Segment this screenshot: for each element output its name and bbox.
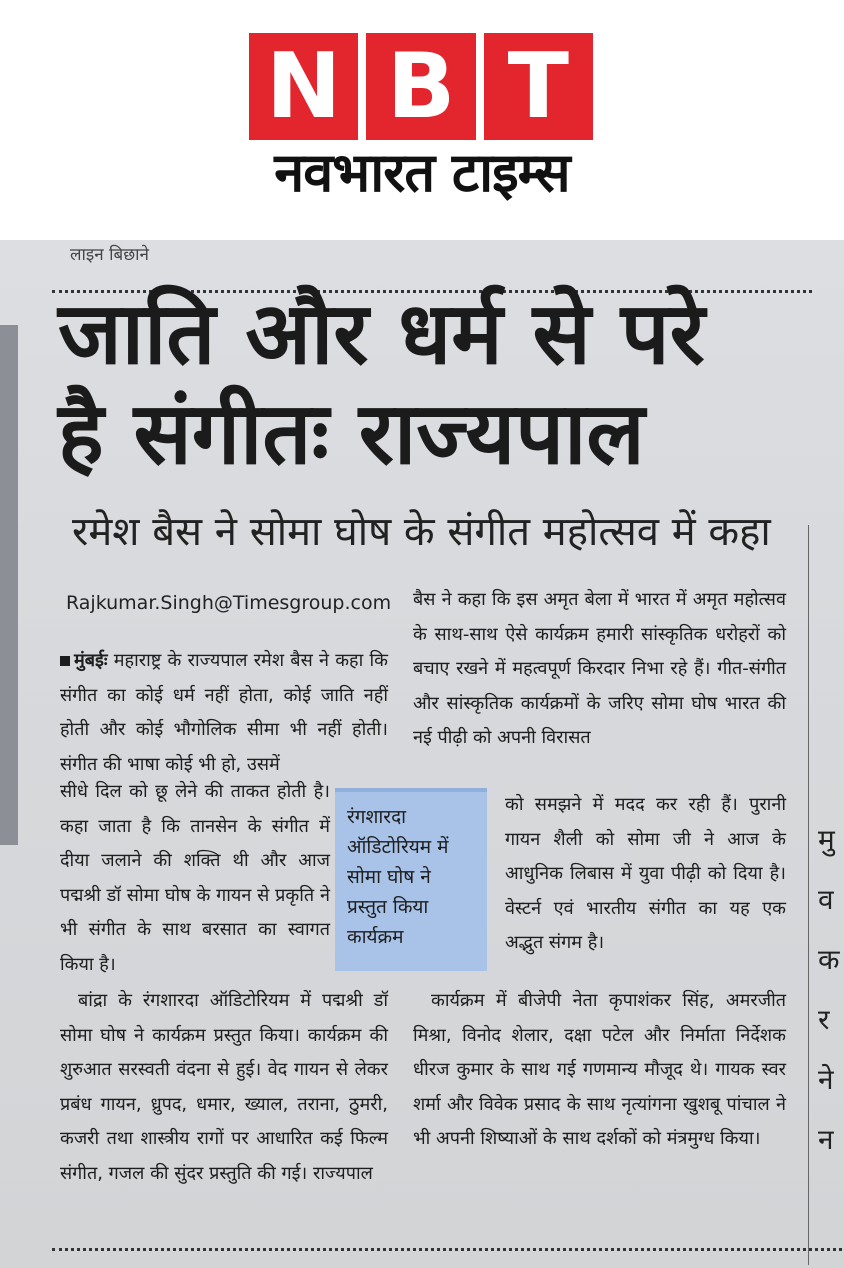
column-2-top: बैस ने कहा कि इस अमृत बेला में भारत में अमृत महोत्सव के साथ-साथ ऐसे कार्यक्रम हमारी सांस्कृतिक धरोहरों को बचाए रखने में महत्वपूर्ण किरदार निभा रहे हैं। गीत-संगीत और सांस्कृतिक कार्यक्रमों के जरिए सोमा घोष भारत की नई पीढ़ी को अपनी विरासत — [413, 589, 786, 749]
column-1-intro — [60, 644, 388, 782]
logo-letter-t: T — [484, 33, 593, 140]
byline: Rajkumar.Singh@Timesgroup.com — [66, 592, 392, 614]
bullet-icon — [60, 656, 70, 666]
headline-line-1: जाति और धर्म से परे — [58, 284, 705, 384]
paragraph-text: कार्यक्रम में बीजेपी नेता कृपाशंकर सिंह, अमरजीत मिश्रा, विनोद शेलार, दक्षा पटेल और निर्माता निर्देशक धीरज कुमार के साथ गई गणमान्य मौजूद थे। गायक स्वर शर्मा और विवेक प्रसाद के साथ नृत्यांगना खुशबू पांचाल ने भी अपनी शिष्याओं के साथ दर्शकों को मंत्रमुग्ध किया। — [413, 990, 786, 1150]
column-divider — [808, 525, 809, 1265]
intro-text: महाराष्ट्र के राज्यपाल रमेश बैस ने कहा कि संगीत का कोई धर्म नहीं होता, कोई जाति नहीं होती और कोई भौगोलिक सीमा भी नहीं होती। संगीत की भाषा कोई भी हो, उसमें — [60, 650, 388, 775]
newspaper-clipping — [0, 240, 844, 1268]
paragraph-text: बांद्रा के रंगशारदा ऑडिटोरियम में पद्मश्री डॉ सोमा घोष ने कार्यक्रम प्रस्तुत किया। कार्यक्रम की शुरुआत सरस्वती वंदना से हुई। वेद गायन से लेकर प्रबंध गायन, ध्रुपद, धमार, ख्याल, तराना, ठुमरी, कजरी तथा शास्त्रीय रागों पर आधारित कई फिल्म संगीत, गजल की सुंदर प्रस्तुति की गई। राज्यपाल — [60, 990, 388, 1184]
dateline: मुंबईः — [74, 650, 108, 671]
headline-line-2: है संगीतः राज्यपाल — [58, 384, 645, 484]
bottom-dotted-rule — [52, 1248, 842, 1251]
subheadline: रमेश बैस ने सोमा घोष के संगीत महोत्सव में कहा — [72, 509, 771, 555]
column-2-paragraph-2 — [413, 984, 786, 1157]
adjacent-column-fragment: मु व क र ने न — [818, 823, 840, 1156]
pull-quote-box: रंगशारदा ऑडिटोरियम में सोमा घोष ने प्रस्तुत किया कार्यक्रम — [335, 788, 487, 971]
headline — [58, 284, 798, 484]
logo-subtitle: नवभारत टाइम्स — [274, 141, 570, 204]
cut-off-top-text: लाइन बिछाने — [70, 245, 149, 265]
masthead — [0, 0, 844, 240]
logo-letter-n: N — [249, 33, 358, 140]
column-1-paragraph-2 — [60, 984, 388, 1192]
nbt-logo — [249, 33, 593, 140]
column-1-narrow: सीधे दिल को छू लेने की ताकत होती है। कहा जाता है कि तानसेन के संगीत में दीया जलाने की शक्ति थी और आज पद्मश्री डॉ सोमा घोष के गायन से प्रकृति ने भी संगीत के साथ बरसात का स्वागत किया है। — [60, 781, 330, 975]
logo-letter-b: B — [366, 33, 475, 140]
column-2-narrow: को समझने में मदद कर रही हैं। पुरानी गायन शैली को सोमा जी ने आज के आधुनिक लिबास में युवा पीढ़ी को दिया है। वेस्टर्न एवं भारतीय संगीत का यह एक अद्भुत संगम है। — [505, 794, 786, 954]
adjacent-photo-edge — [0, 325, 18, 845]
